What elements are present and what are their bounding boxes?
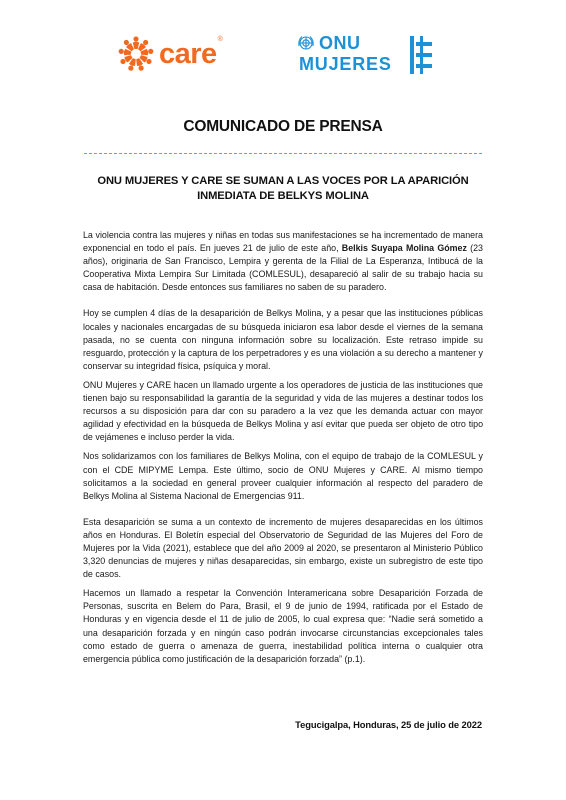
care-logo <box>116 34 223 74</box>
paragraph-4: Nos solidarizamos con los familiares de Belkys Molina, con el equipo de trabajo de la COMLESUL y con el CDE MIPYME Lempa. Este último, socio de ONU Mujeres y CARE. Al mismo tiempo solicitamos a la sociedad en general proveer cualquier información al respecto del paradero de Belkys Molina al Sistema Nacional de Emergencias 911. <box>83 451 483 501</box>
un-emblem-icon <box>297 34 315 52</box>
paragraph-6: Hacemos un llamado a respetar la Convención Interamericana sobre Desaparición Forzada de Personas, suscrita en Belem do Para, Brasil, el 9 de junio de 1994, ratificada por el Estado de Honduras y en vigencia desde el 11 de julio de 2005, lo cual expresa que: “Nadie será sometido a una desaparición forzada y en ningún caso podrán invocarse circunstancias excepcionales tales como estado de guerra o amenaza de guerra, inestabilidad política interna o cualquier otra emergencia pública como justificación de la desaparición forzada” (p.1). <box>83 588 483 664</box>
equality-bars-icon <box>410 36 432 76</box>
paragraph-3: ONU Mujeres y CARE hacen un llamado urgente a los operadores de justicia de las instituciones que tienen bajo su responsabilidad la garantía de la seguridad y vida de las mujeres a destinar todos los recursos a su disposición para dar con su paradero a la vez que les demanda actuar con mayor agilidad y efectividad en la búsqueda de Belkys Molina y así evitar que pueda ser objeto de otro tipo de vejámenes e incluso perder la vida. <box>83 379 483 443</box>
headline: ONU MUJERES Y CARE SE SUMAN A LAS VOCES POR LA APARICIÓN INMEDIATA DE BELKYS MOLINA <box>97 175 469 202</box>
registered-mark: ® <box>217 36 223 43</box>
dashed-divider <box>84 153 482 154</box>
header-logos <box>0 30 566 80</box>
page-title: COMUNICADO DE PRENSA <box>183 118 383 135</box>
mujeres-wordmark: MUJERES <box>299 54 392 74</box>
victim-name: Belkis Suyapa Molina Gómez <box>341 243 467 254</box>
paragraph-2: Hoy se cumplen 4 días de la desaparición de Belkys Molina, y a pesar que las instituciones públicas locales y nacionales encargadas de su búsqueda iniciaron esa labor desde el viernes de la semana pasada, no se cuenta con ninguna información sobre su localización. Este retraso impide su resguardo, protección y la captura de los perpetradores y es una violación a su derecho a mantener y conservar su integridad física, psíquica y moral. <box>83 308 483 371</box>
paragraph-1-intro: La violencia contra las mujeres y niñas en todas sus manifestaciones se ha incrementado de manera exponencial en todo el país. En jueves 21 de julio de este año, <box>83 230 483 254</box>
care-people-icon <box>116 34 156 74</box>
paragraph-5: Esta desaparición se suma a un contexto de incremento de mujeres desaparecidas en los últimos años en Honduras. El Boletín especial del Observatorio de Seguridad de las Mujeres del Foro de Mujeres por la Vida (2021), establece que del año 2009 al 2020, se presentaron al Ministerio Público 3,320 denuncias de mujeres y niñas desaparecidas, sin embargo, existe un subregistro de este tipo de casos. <box>83 516 483 580</box>
place-date-signoff: Tegucigalpa, Honduras, 25 de julio de 2022 <box>295 719 482 730</box>
paragraph-1 <box>83 229 483 294</box>
care-wordmark: care <box>159 37 217 70</box>
paragraph-1-rest: (23 años), originaria de San Francisco, Lempira y gerenta de la Filial de La Esperanza, Intibucá de la Cooperativa Mixta Lempira Sur Limitada (COMLESUL), desapareció al salir de su trabajo hacia su casa de habitación. Desde entonces sus familiares no saben de su paradero. <box>83 243 483 293</box>
onu-mujeres-logo <box>297 34 437 78</box>
onu-wordmark: ONU <box>319 33 361 53</box>
body-text <box>83 229 483 666</box>
